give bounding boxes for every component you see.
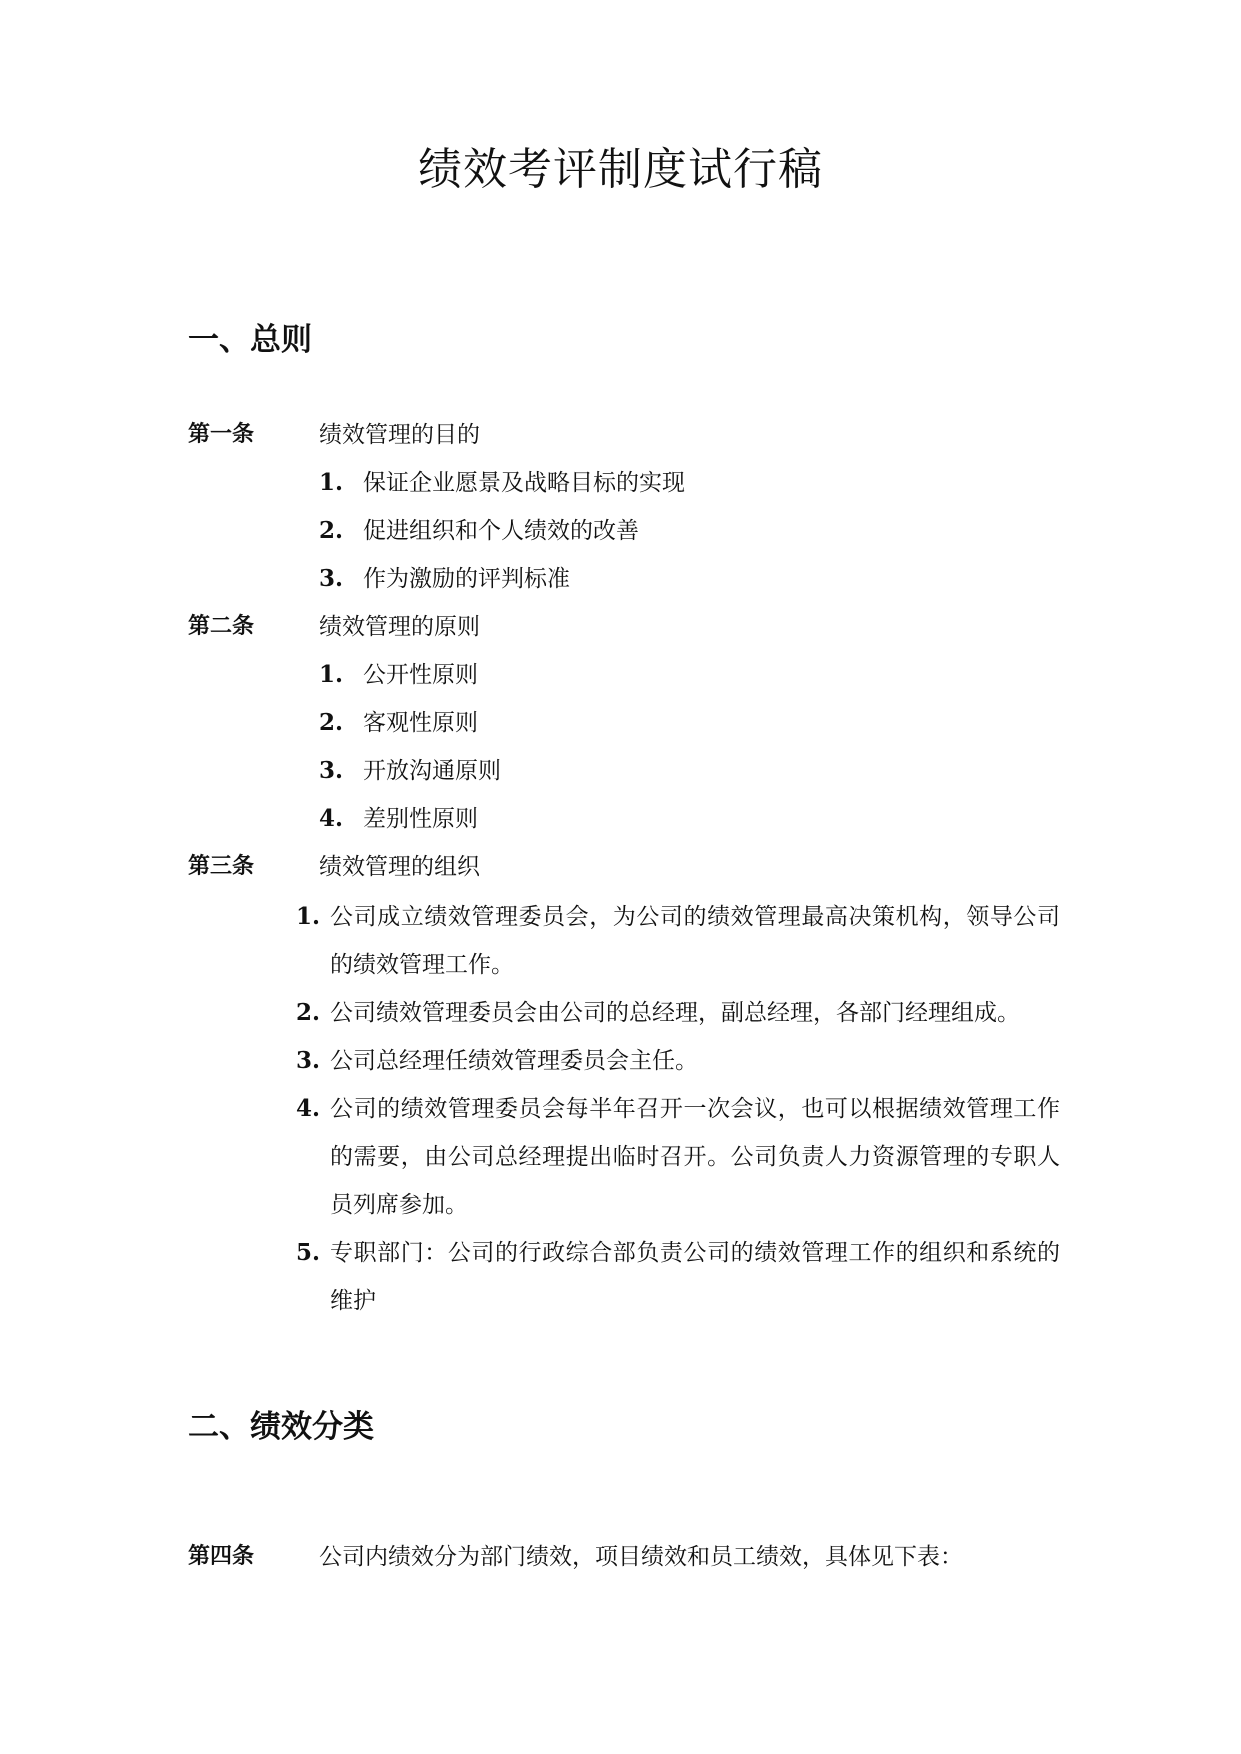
- article-text: 绩效管理的目的: [319, 422, 480, 448]
- list-item: [296, 1085, 1060, 1229]
- article-text: 公司内绩效分为部门绩效，项目绩效和员工绩效，具体见下表：: [319, 1544, 963, 1570]
- list-text: 公开性原则: [363, 662, 478, 688]
- list-number: 4.: [296, 1095, 321, 1122]
- list-item: [296, 893, 1060, 989]
- article-label: 第二条: [188, 614, 255, 639]
- list-number: 4.: [319, 805, 344, 832]
- list-text: 客观性原则: [363, 710, 478, 736]
- list-item: [296, 1037, 1060, 1085]
- list-item: [296, 1229, 1060, 1325]
- list-item: [296, 989, 1060, 1037]
- document-title: 绩效考评制度试行稿: [418, 144, 823, 195]
- section-heading-performance-categories: 二、绩效分类: [188, 1409, 374, 1445]
- list-number: 1.: [319, 661, 344, 688]
- list-text: 保证企业愿景及战略目标的实现: [363, 470, 685, 496]
- article-label: 第三条: [188, 854, 255, 879]
- list-number: 2.: [319, 709, 344, 736]
- list-text: 作为激励的评判标准: [363, 566, 570, 592]
- list-number: 5.: [296, 1239, 321, 1266]
- section-heading-general: 一、总则: [188, 322, 312, 358]
- article-text: 绩效管理的原则: [319, 614, 480, 640]
- list-number: 3.: [319, 757, 344, 784]
- article-text: 绩效管理的组织: [319, 854, 480, 880]
- list-text: 公司总经理任绩效管理委员会主任。: [330, 1048, 698, 1074]
- list-number: 1.: [319, 469, 344, 496]
- list-number: 3.: [296, 1047, 321, 1074]
- list-number: 2.: [319, 517, 344, 544]
- article-label: 第四条: [188, 1544, 255, 1569]
- list-text: 差别性原则: [363, 806, 478, 832]
- list-number: 1.: [296, 903, 321, 930]
- list-number: 2.: [296, 999, 321, 1026]
- list-text: 开放沟通原则: [363, 758, 501, 784]
- list-text: 公司成立绩效管理委员会，为公司的绩效管理最高决策机构，领导公司的绩效管理工作。: [330, 904, 1060, 978]
- article-label: 第一条: [188, 422, 255, 447]
- list-text: 促进组织和个人绩效的改善: [363, 518, 639, 544]
- list-number: 3.: [319, 565, 344, 592]
- list-text: 专职部门：公司的行政综合部负责公司的绩效管理工作的组织和系统的维护: [330, 1240, 1060, 1314]
- list-text: 公司的绩效管理委员会每半年召开一次会议，也可以根据绩效管理工作的需要，由公司总经理提出临时召开。公司负责人力资源管理的专职人员列席参加。: [330, 1096, 1060, 1218]
- list-text: 公司绩效管理委员会由公司的总经理，副总经理，各部门经理组成。: [330, 1000, 1020, 1026]
